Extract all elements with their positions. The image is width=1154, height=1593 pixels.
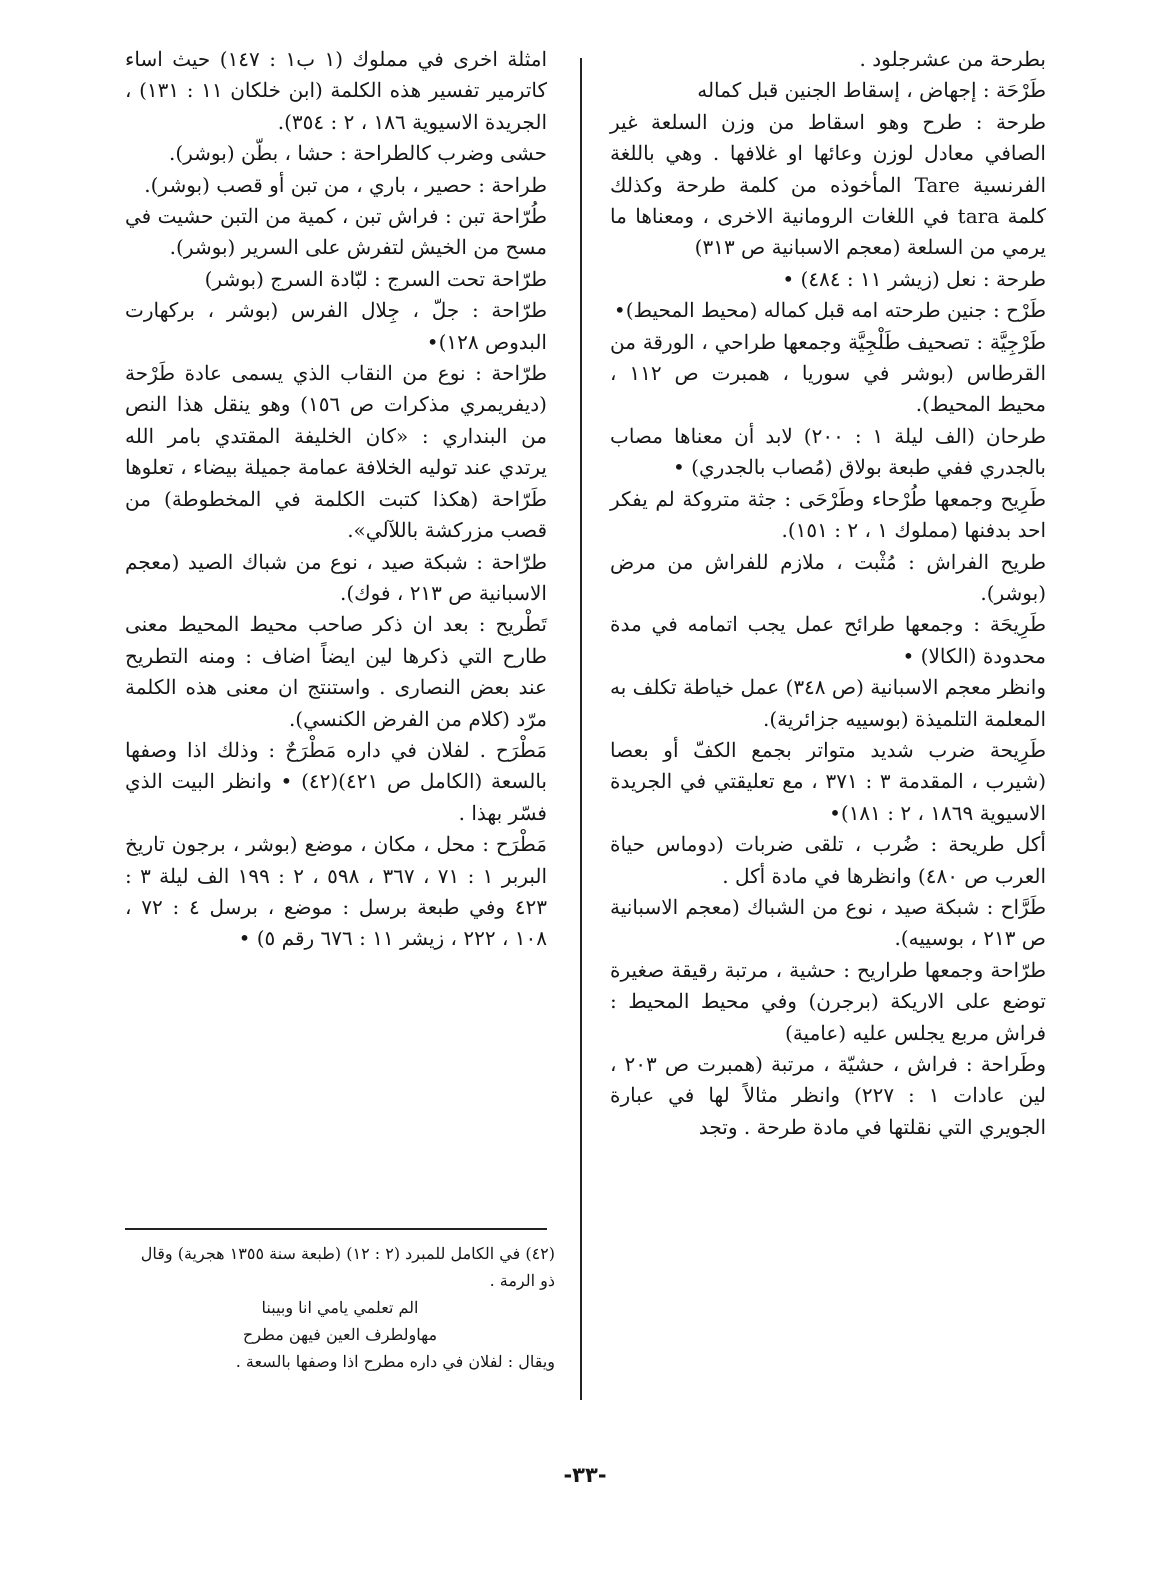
- footnote-42: (٤٢) في الكامل للمبرد (٢ : ١٢) (طبعة سنة ١٣٥٥ هجرية) وقال ذو الرمة .: [140, 1244, 555, 1290]
- paragraph: طرّاحة تحت السرج : لبّادة السرج (بوشر): [204, 266, 547, 291]
- paragraph: طرّاحة : شبكة صيد ، نوع من شباك الصيد (معجم الاسبانية ص ٢١٣ ، فوك).: [125, 549, 547, 605]
- paragraph: وطَراحة : فراش ، حشيّة ، مرتبة (همبرت ص ٢٠٣ ، لين عادات ١ : ٢٢٧) وانظر مثالاً لها في عبارة الجويري التي نقلتها في مادة طرحة . وتجد: [610, 1052, 1047, 1139]
- paragraph: حشى وضرب كالطراحة : حشا ، بطّن (بوشر).: [168, 141, 547, 166]
- paragraph: امثلة اخرى في مملوك (١ ب١ : ١٤٧) حيث اساء كاترمير تفسير هذه الكلمة (ابن خلكان ١١ : ١٣١) ، الجريدة الاسيوية ١٨٦ ، ٢ : ٣٥٤).: [125, 47, 548, 134]
- paragraph: طَرْحَة : إجهاض ، إسقاط الجنين قبل كماله: [697, 78, 1046, 103]
- paragraph: طرّاحة وجمعها طراريح : حشية ، مرتبة رقيقة صغيرة توضع على الاريكة (برجرن) وفي محيط المحيط : فراش مربع يجلس عليه (عامية): [610, 957, 1046, 1045]
- paragraph: أكل طريحة : ضُرب ، تلقى ضربات (دوماس حياة العرب ص ٤٨٠) وانظرها في مادة أكل .: [610, 832, 1046, 888]
- right-column: [610, 44, 1046, 1143]
- paragraph: طَرِيح وجمعها طُرْحاء وطَرْحَى : جثة متروكة لم يفكر احد بدفنها (مملوك ١ ، ٢ : ١٥١).: [610, 486, 1046, 543]
- paragraph: مَطْرَح : محل ، مكان ، موضع (بوشر ، برجون تاريخ البربر ١ : ٧١ ، ٣٦٧ ، ٥٩٨ ، ٢ : ١٩٩ الف ليلة ٣ : ٤٢٣ وفي طبعة برسل : موضع ، برسل ٤ : ٧٢ ، ١٠٨ ، ٢٢٢ ، زيشر ١١ : ٦٧٦ رقم ٥) •: [125, 832, 548, 951]
- paragraph: مَطْرَح . لفلان في داره مَطْرَحٌ : وذلك اذا وصفها بالسعة (الكامل ص ٤٢١)(٤٢) • وانظر البيت الذي فسّر بهذا .: [125, 737, 547, 825]
- paragraph: بطرحة من عشرجلود .: [859, 47, 1046, 71]
- footnotes: [125, 1240, 555, 1375]
- paragraph: طَرَّاح : شبكة صيد ، نوع من الشباك (معجم الاسبانية ص ٢١٣ ، بوسييه).: [610, 894, 1046, 951]
- paragraph: طرّاحة : نوع من النقاب الذي يسمى عادة طَرْحة (ديفريمري مذكرات ص ١٥٦) وهو ينقل هذا النص من البنداري : «كان الخليفة المقتدي بامر الله يرتدي عند توليه الخلافة عمامة جميلة بيضاء ، تعلوها طَرّاحة (هكذا كتبت الكلمة في المخطوطة) من قصب مزركشة باللآلي».: [125, 361, 547, 543]
- column-divider: [580, 58, 582, 1400]
- paragraph: طرحان (الف ليلة ١ : ٢٠٠) لابد أن معناها مصاب بالجدري ففي طبعة بولاق (مُصاب بالجدري) •: [610, 423, 1046, 480]
- paragraph: طراحة : حصير ، باري ، من تبن أو قصب (بوشر).: [144, 172, 547, 197]
- paragraph: طرحة : نعل (زيشر ١١ : ٤٨٤) •: [782, 266, 1046, 291]
- paragraph: طَرْح : جنين طرحته امه قبل كماله (محيط المحيط)•: [613, 298, 1046, 323]
- left-column: [125, 44, 547, 955]
- footnote-closing: ويقال : لفلان في داره مطرح اذا وصفها بالسعة .: [235, 1352, 555, 1371]
- footnote-verse-line: مهاولطرف العين فيهن مطرح: [242, 1325, 438, 1344]
- footnote-rule: [125, 1228, 547, 1230]
- paragraph: طَرْجِيَّة : تصحيف طَلْجِيَّة وجمعها طراحي ، الورقة من القرطاس (بوشر في سوريا ، همبرت ص ١١٢ ، محيط المحيط).: [610, 329, 1046, 417]
- footnote-verse-line: الم تعلمي يامي انا وبيبنا: [261, 1298, 419, 1317]
- paragraph: طرحة : طرح وهو اسقاط من وزن السلعة غير الصافي معادل لوزن وعائها او غلافها . وهي باللغة الفرنسية Tare المأخوذه من كلمة طرحة وكذلك كلمة tara في اللغات الرومانية الاخرى ، ومعناها ما يرمي من السلعة (معجم الاسبانية ص ٣١٣): [610, 109, 1046, 260]
- paragraph: وانظر معجم الاسبانية (ص ٣٤٨) عمل خياطة تكلف به المعلمة التلميذة (بوسييه جزائرية).: [610, 675, 1047, 731]
- paragraph: طريح الفراش : مُثْبت ، ملازم للفراش من مرض (بوشر).: [610, 549, 1046, 605]
- paragraph: تَطْريح : بعد ان ذكر صاحب محيط المحيط معنى طارح التي ذكرها لين ايضاً اضاف : ومنه التطريح عند بعض النصارى . واستنتج ان معنى هذه الكلمة مرّد (كلام من الفرض الكنسي).: [125, 612, 547, 731]
- paragraph: طرّاحة : جلّ ، جِلال الفرس (بوشر ، بركهارت البدوص ١٢٨)•: [125, 298, 547, 354]
- page-number: -٣٣-: [563, 1463, 607, 1487]
- paragraph: طَرِيحة ضرب شديد متواتر بجمع الكفّ أو بعصا (شيرب ، المقدمة ٣ : ٣٧١ ، مع تعليقتي في الجريدة الاسيوية ١٨٦٩ ، ٢ : ١٨١)•: [610, 737, 1046, 825]
- paragraph: طَرِيحَة : وجمعها طرائح عمل يجب اتمامه في مدة محدودة (الكالا) •: [610, 612, 1046, 668]
- paragraph: طُرّاحة تبن : فراش تبن ، كمية من التبن حشيت في مسح من الخيش لتفرش على السرير (بوشر).: [125, 204, 547, 260]
